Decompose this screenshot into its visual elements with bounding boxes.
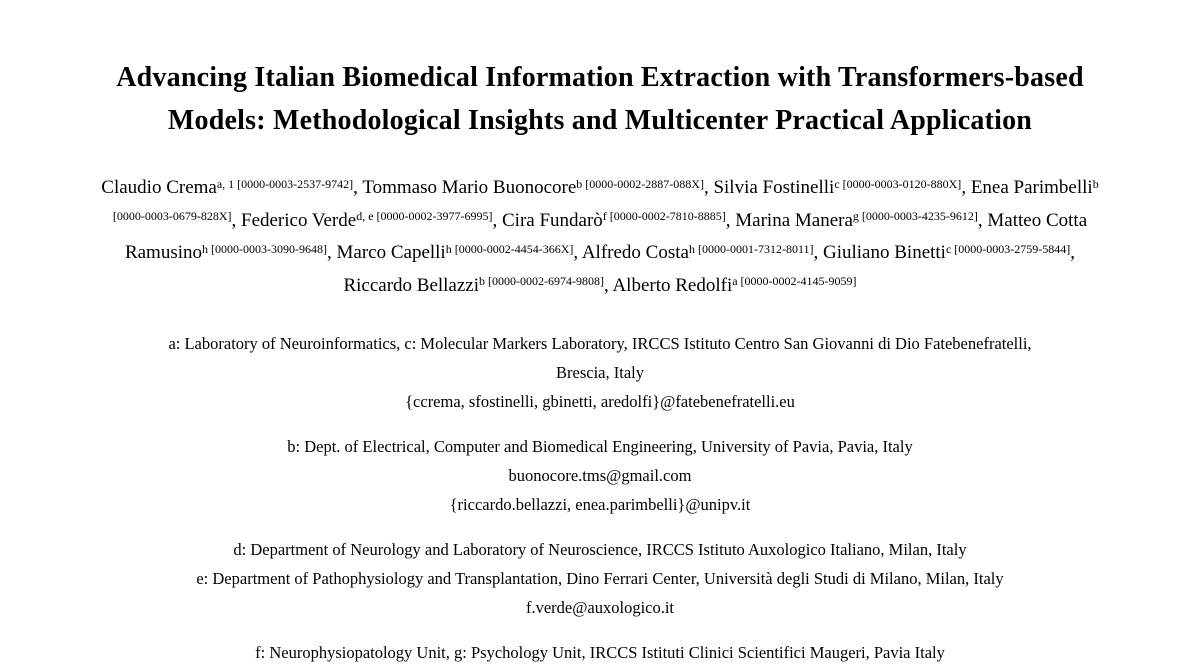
author-orcid-superscript: b [0000-0003-0679-828X]	[112, 176, 1099, 224]
author-name: Silvia Fostinelli	[713, 177, 835, 198]
author-name: Marina Manera	[735, 209, 853, 231]
author-orcid-superscript: b [0000-0002-2887-088X]	[576, 176, 704, 191]
affiliation-line: e: Department of Pathophysiology and Transplantation, Dino Ferrari Center, Università degli Studi di Milano, Milan, Italy	[196, 569, 1004, 588]
paper-title	[100, 0, 1100, 142]
author-name: Marco Capelli	[336, 242, 446, 263]
paper-title-line-2: Models: Methodological Insights and Multicenter Practical Application	[167, 105, 1033, 136]
author-orcid-superscript: c [0000-0003-2759-5844]	[945, 241, 1071, 256]
affiliation-line: f: Neurophysiopatology Unit, g: Psychology Unit, IRCCS Istituti Clinici Scientifici Maugeri, Pavia Italy	[255, 643, 945, 662]
affiliation-line: f.verde@auxologico.it	[525, 598, 675, 617]
authors-paragraph: Claudio Crema$^{a, 1 [0000-0003-2537-9742]}$, Tommaso Mario Buonocore$^{b [0000-0002-2887-088X]}$, Silvia Fostinelli$^{c [0000-0003-0120-880X]}$, Enea Parimbelli$^{b [0000-0003-0679-828X]}$, Federico Verde$^{d, e [0000-0002-3977-6995]}$, Cira Fundarò$^{f [0000-0002-7810-8885]}$, Marina Manera$^{g [0000-0003-4235-9612]}$, Matteo Cotta Ramusino$^{h [0000-0003-3090-9648]}$, Marco Capelli$^{h [0000-0002-4454-366X]}$, Alfredo Costa$^{h [0000-0001-7312-8011]}$, Giuliano Binetti$^{c [0000-0003-2759-5844]}$, Riccardo Bellazzi$^{b [0000-0002-6974-9808]}$, Alberto Redolfi$^{a [0000-0002-4145-9059]}$	[101, 176, 1099, 296]
author-orcid-superscript: h [0000-0002-4454-366X]	[445, 241, 574, 256]
affiliation-line: a: Laboratory of Neuroinformatics, c: Molecular Markers Laboratory, IRCCS Istituto Centro San Giovanni di Dio Fatebenefratelli,	[168, 334, 1032, 353]
author-orcid-superscript: c [0000-0003-0120-880X]	[834, 176, 962, 191]
affiliations-section	[100, 329, 1100, 667]
author-orcid-superscript: a, 1 [0000-0003-2537-9742]	[216, 176, 354, 191]
author-name: Enea Parimbelli	[970, 177, 1093, 198]
author-name: Cira Fundarò	[502, 209, 603, 231]
author-name: Giuliano Binetti	[823, 242, 946, 263]
affiliation-block	[100, 638, 1100, 667]
author-orcid-superscript: d, e [0000-0002-3977-6995]	[356, 209, 493, 224]
author-orcid-superscript: a [0000-0002-4145-9059]	[732, 274, 857, 289]
author-orcid-superscript: f [0000-0002-7810-8885]	[602, 209, 726, 224]
author-orcid-superscript: b [0000-0002-6974-9808]	[479, 274, 604, 289]
paper-content	[100, 0, 1100, 667]
author-name: Matteo Cotta Ramusino	[124, 209, 1088, 263]
affiliation-block	[100, 535, 1100, 622]
affiliation-line: b: Dept. of Electrical, Computer and Biomedical Engineering, University of Pavia, Pavia, Italy	[287, 437, 913, 456]
author-name: Alberto Redolfi	[612, 274, 733, 296]
affiliation-block	[100, 432, 1100, 519]
affiliation-block	[100, 329, 1100, 416]
affiliation-line: {riccardo.bellazzi, enea.parimbelli}@unipv.it	[449, 495, 751, 514]
affiliation-line: d: Department of Neurology and Laboratory of Neuroscience, IRCCS Istituto Auxologico Italiano, Milan, Italy	[233, 540, 967, 559]
author-name: Riccardo Bellazzi	[343, 274, 480, 296]
author-orcid-superscript: h [0000-0003-3090-9648]	[202, 241, 327, 256]
author-orcid-superscript: g [0000-0003-4235-9612]	[852, 209, 978, 224]
paper-title-line-1: Advancing Italian Biomedical Information Extraction with Transformers-based	[116, 62, 1084, 93]
author-name: Claudio Crema	[101, 177, 217, 198]
affiliation-line: Brescia, Italy	[556, 363, 644, 382]
affiliation-line: {ccrema, sfostinelli, gbinetti, aredolfi}@fatebenefratelli.eu	[405, 392, 795, 411]
author-name: Tommaso Mario Buonocore	[362, 177, 577, 198]
author-name: Federico Verde	[241, 209, 357, 231]
author-orcid-superscript: h [0000-0001-7312-8011]	[688, 241, 814, 256]
author-name: Alfredo Costa	[581, 242, 689, 263]
affiliation-line: buonocore.tms@gmail.com	[508, 466, 692, 485]
